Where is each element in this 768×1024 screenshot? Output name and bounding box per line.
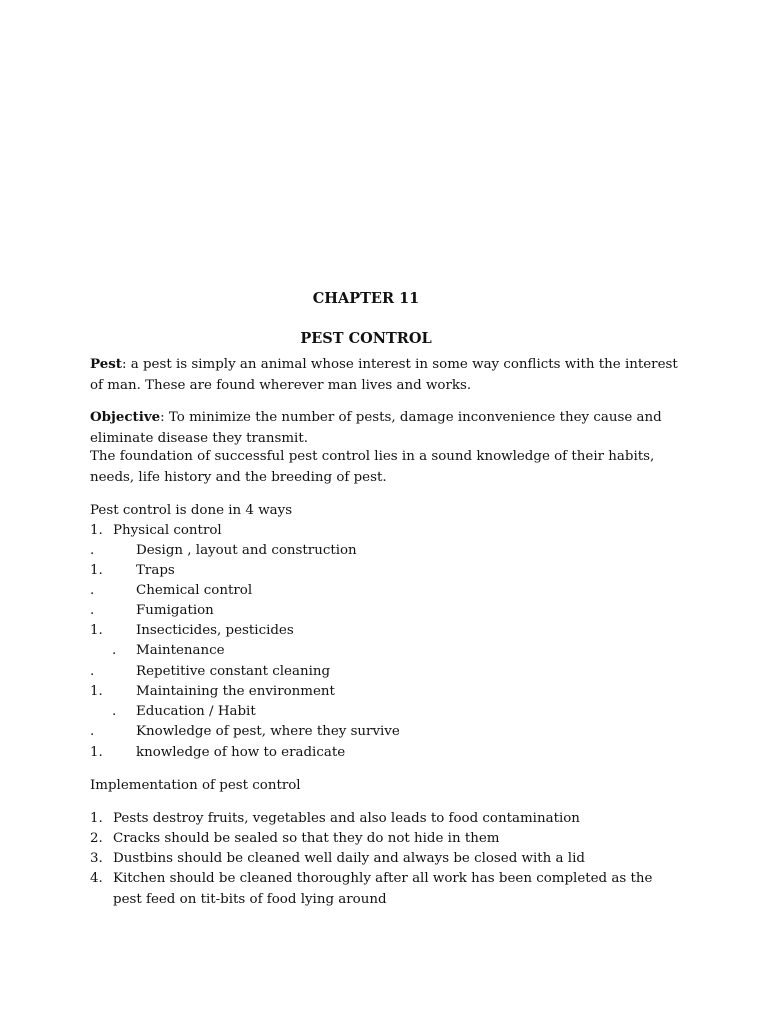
chapter-heading: CHAPTER 11 [312, 290, 420, 307]
list-item-text: Physical control [113, 523, 222, 538]
pest-term: Pest [90, 356, 122, 372]
list-item [90, 722, 690, 742]
list-item [90, 702, 690, 722]
objective-term: Objective [90, 409, 161, 425]
list-item [90, 541, 690, 561]
list-item [90, 849, 690, 870]
list-item [90, 743, 690, 763]
list-marker: . [112, 704, 117, 719]
foundation-paragraph: The foundation of successful pest control lies in a sound knowledge of their habits, needs, life history and the breeding of pest. [90, 449, 655, 485]
list-item-text: Cracks should be sealed so that they do not hide in them [113, 831, 500, 846]
list-marker: 1. [90, 523, 103, 538]
list-item [90, 829, 690, 850]
list-item-text: Traps [136, 563, 175, 578]
list-item-text: Education / Habit [136, 704, 256, 719]
list-marker: 1. [90, 563, 103, 578]
list-item [90, 641, 690, 661]
pest-definition-text: : a pest is simply an animal whose interest in some way conflicts with the interest of man. These are found wherever man lives and works. [90, 357, 678, 393]
ways-intro: Pest control is done in 4 ways [90, 503, 293, 518]
list-number: 3. [90, 851, 103, 866]
pest-definition [90, 354, 690, 396]
list-item [90, 621, 690, 641]
list-marker: . [90, 603, 95, 618]
list-item-text: Kitchen should be cleaned thoroughly after all work has been completed as the pest feed on tit-bits of food lying around [113, 871, 653, 907]
list-marker: . [90, 724, 95, 739]
list-item [90, 601, 690, 621]
list-item [90, 521, 690, 541]
list-item-text: Repetitive constant cleaning [136, 664, 331, 679]
list-item-text: Fumigation [136, 603, 214, 618]
list-item [90, 682, 690, 702]
list-marker: . [90, 664, 95, 679]
list-marker: 1. [90, 623, 103, 638]
list-item-text: Design , layout and construction [136, 543, 357, 558]
implementation-heading: Implementation of pest control [90, 778, 301, 793]
objective-text: : To minimize the number of pests, damage inconvenience they cause and eliminate disease they transmit. [90, 410, 662, 446]
objective-paragraph [90, 407, 690, 449]
list-item-text: Chemical control [136, 583, 253, 598]
list-number: 1. [90, 811, 103, 826]
list-item-text: Pests destroy fruits, vegetables and also leads to food contamination [113, 811, 580, 826]
list-item [90, 869, 690, 910]
list-item-text: Maintaining the environment [136, 684, 335, 699]
list-marker: 1. [90, 684, 103, 699]
list-item [90, 581, 690, 601]
list-item-text: Maintenance [136, 643, 225, 658]
list-item [90, 662, 690, 682]
list-number: 2. [90, 831, 103, 846]
list-marker: . [112, 643, 117, 658]
list-item [90, 561, 690, 581]
list-marker: 1. [90, 745, 103, 760]
list-marker: . [90, 583, 95, 598]
list-item-text: Knowledge of pest, where they survive [136, 724, 400, 739]
list-item [90, 809, 690, 830]
list-number: 4. [90, 871, 103, 886]
list-item-text: Insecticides, pesticides [136, 623, 294, 638]
list-item-text: knowledge of how to eradicate [136, 745, 346, 760]
section-title: PEST CONTROL [300, 330, 432, 347]
list-marker: . [90, 543, 95, 558]
list-item-text: Dustbins should be cleaned well daily and always be closed with a lid [113, 851, 585, 866]
